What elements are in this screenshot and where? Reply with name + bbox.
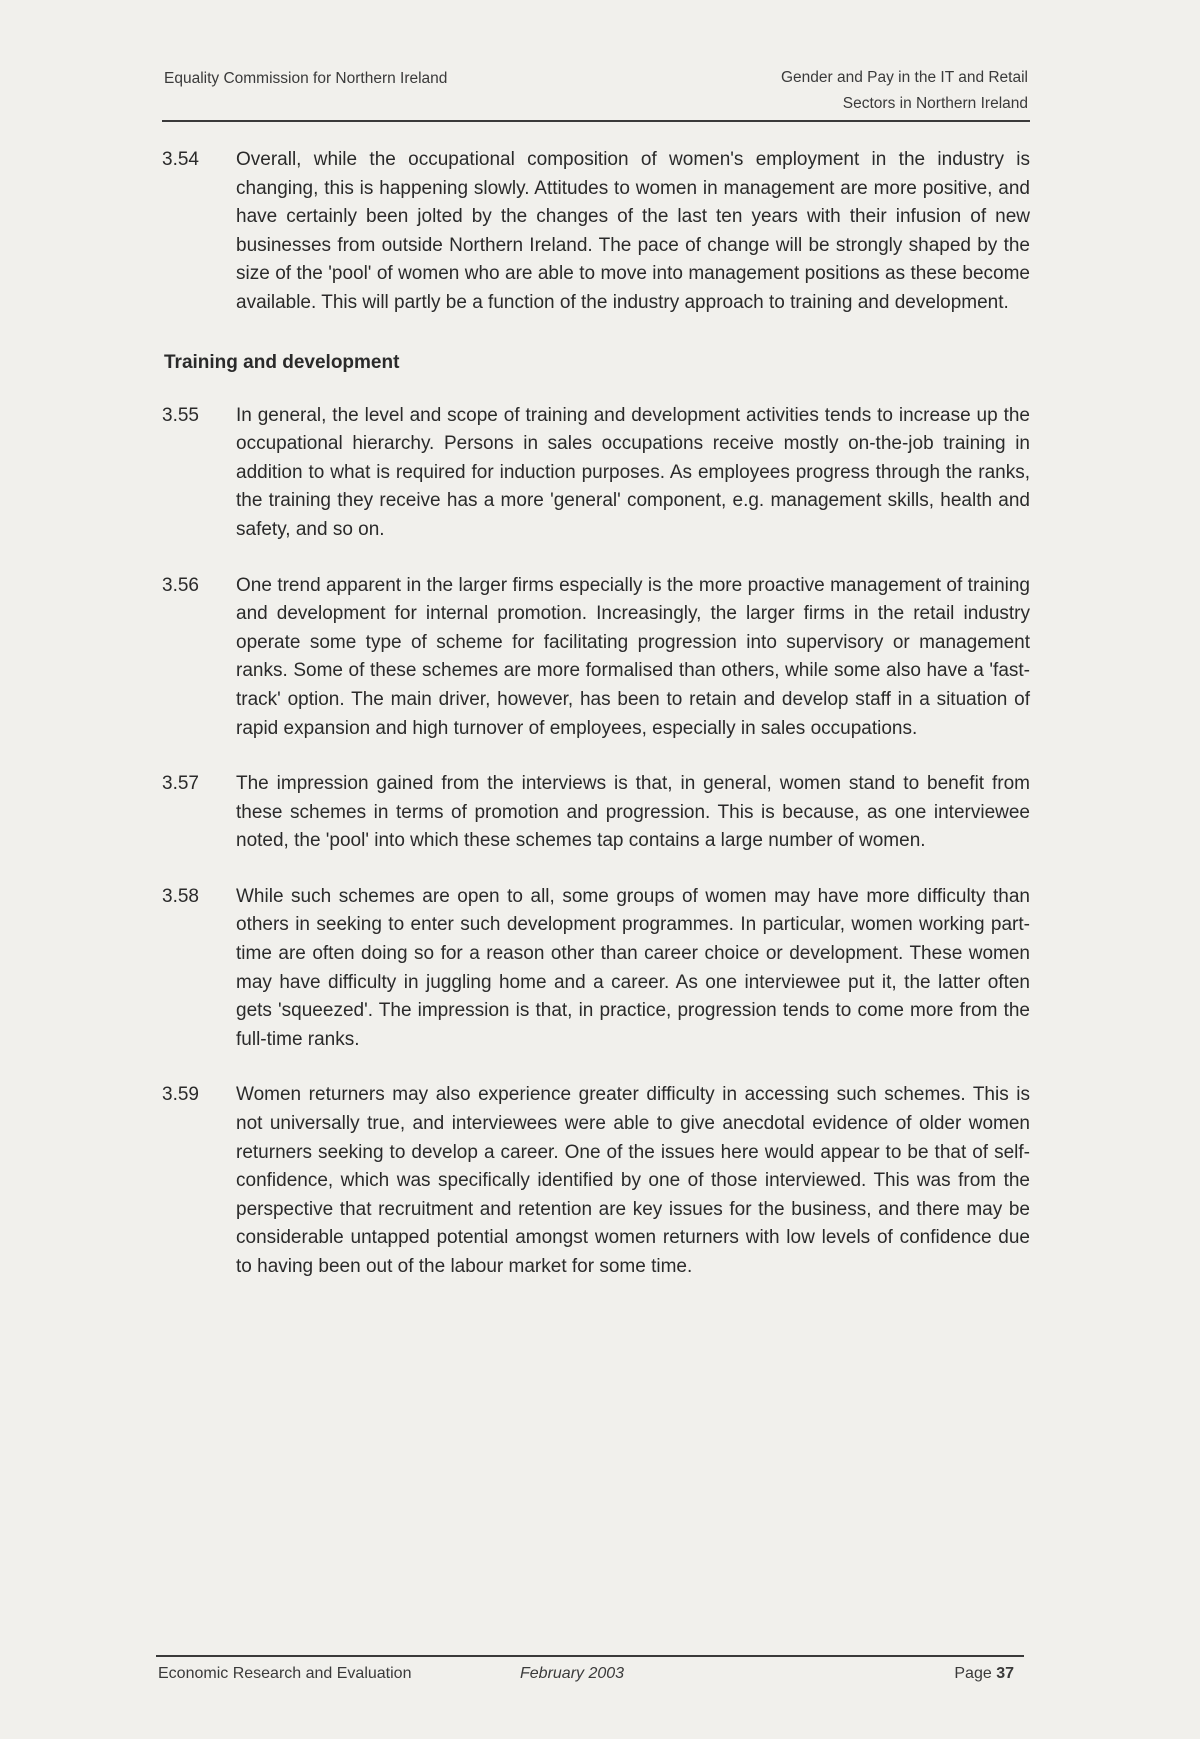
paragraph-number: 3.56 — [162, 574, 199, 596]
paragraph-text: While such schemes are open to all, some groups of women may have more difficulty than others in seeking to enter such development programmes. In particular, women working part-time are often doing so for a reason other than career choice or development. These women may have difficulty in juggling home and a career. As one interviewee put it, the latter often gets 'squeezed'. The impression is that, in practice, progression tends to come more from the full-time ranks. — [236, 885, 1030, 1050]
header-organisation: Equality Commission for Northern Ireland — [164, 70, 448, 87]
paragraph-3-57 — [162, 770, 1030, 856]
footer-page-number: 37 — [996, 1665, 1014, 1682]
header-report-title — [781, 65, 1028, 117]
page-header — [162, 68, 1030, 122]
paragraph-number: 3.58 — [162, 885, 199, 907]
footer-department: Economic Research and Evaluation — [158, 1665, 412, 1682]
header-title-line-2: Sectors in Northern Ireland — [842, 95, 1028, 112]
footer-page — [954, 1665, 1014, 1683]
header-title-line-1: Gender and Pay in the IT and Retail — [780, 69, 1028, 86]
paragraph-text: Overall, while the occupational composition of women's employment in the industry is changing, this is happening slowly. Attitudes to women in management are more positive, and have certainly been jolted by the changes of the last ten years with their infusion of new businesses from outside Northern Ireland. The pace of change will be strongly shaped by the size of the 'pool' of women who are able to move into management positions as these become available. This will partly be a function of the industry approach to training and development. — [236, 149, 1030, 313]
page-footer — [156, 1655, 1024, 1695]
paragraph-3-58 — [162, 883, 1030, 1055]
section-heading: Training and development — [164, 351, 400, 373]
paragraph-3-59 — [162, 1081, 1030, 1281]
paragraph-number: 3.59 — [162, 1084, 199, 1106]
paragraph-text: The impression gained from the interviews is that, in general, women stand to benefit from these schemes in terms of promotion and progression. This is because, as one interviewee noted, the 'pool' into which these schemes tap contains a large number of women. — [236, 773, 1030, 852]
footer-date: February 2003 — [520, 1665, 625, 1682]
paragraph-number: 3.57 — [162, 773, 199, 795]
paragraph-text: One trend apparent in the larger firms especially is the more proactive management of training and development for internal promotion. Increasingly, the larger firms in the retail industry operate some type of scheme for facilitating progression into supervisory or management ranks. Some of these schemes are more formalised than others, while some also have a 'fast-track' option. The main driver, however, has been to retain and develop staff in a situation of rapid expansion and high turnover of employees, especially in sales occupations. — [236, 574, 1030, 739]
paragraph-text: Women returners may also experience greater difficulty in accessing such schemes. This is not universally true, and interviewees were able to give anecdotal evidence of older women returners seeking to develop a career. One of the issues here would appear to be that of self-confidence, which was specifically identified by one of those interviewed. This was from the perspective that recruitment and retention are key issues for the business, and there may be considerable untapped potential amongst women returners with low levels of confidence due to having been out of the labour market for some time. — [236, 1084, 1030, 1277]
paragraph-text: In general, the level and scope of training and development activities tends to increase up the occupational hierarchy. Persons in sales occupations receive mostly on-the-job training in addition to what is required for induction purposes. As employees progress through the ranks, the training they receive has a more 'general' component, e.g. management skills, health and safety, and so on. — [236, 404, 1030, 540]
paragraph-number: 3.55 — [162, 404, 199, 426]
paragraph-3-55 — [162, 402, 1030, 545]
paragraph-number: 3.54 — [162, 149, 199, 170]
paragraph-3-54 — [162, 146, 1030, 318]
paragraph-3-56 — [162, 572, 1030, 744]
footer-page-label: Page — [954, 1665, 992, 1682]
page-body — [162, 146, 1030, 1309]
